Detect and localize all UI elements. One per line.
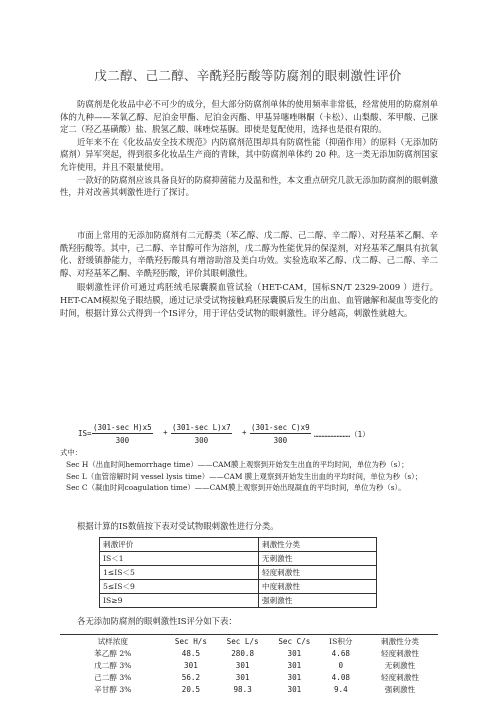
formula-denominator: 300 [115,436,130,445]
table-row [60,683,438,695]
table-cell: 无刺激性 [384,660,416,670]
table-cell: 4.68 [331,648,350,658]
table-cell: 280.8 [231,648,255,658]
table-row [100,580,377,594]
table-cell: 301 [235,660,250,670]
table-cell: 辛甘醇 3% [94,684,132,694]
table-row [60,647,438,659]
formula-numerator: (301-sec H)x5 [93,423,152,432]
formula-denominator: 300 [273,436,288,445]
table-cell: 己二醇 3% [94,672,132,682]
table-header-row [100,538,377,552]
table-intro-text: 根据计算的IS数值按下表对受试物眼刺激性进行分类。 [77,521,279,531]
formula-plus: + [163,428,168,437]
table-cell: 48.5 [181,648,201,658]
table-cell: 强刺激性 [259,594,377,608]
table-cell: 中度刺激性 [259,580,377,594]
results-table [60,634,438,695]
formula-numerator: (301-sec C)x9 [251,423,310,432]
table-header-row [60,635,438,648]
table-cell: 戊二醇 3% [94,660,132,670]
table-row [60,671,438,683]
table-cell: 301 [235,672,250,682]
definition-item: Sec C（凝血时间coagulation time）——CAM膜上观察到开始出现凝血的平均时间，单位为秒（s）。 [66,483,406,493]
table-intro [60,520,438,533]
table-row [100,566,377,580]
formula-numerator: (301-sec L)x7 [172,423,231,432]
table-cell: 20.5 [181,684,201,694]
paragraph: 近年来不在《化妆品安全技术规范》内防腐剂范围却具有防腐性能（抑菌作用）的原料（无添加防腐剂）异军突起，得到很多化妆品生产商的青睐，其中防腐剂单体约 20 种。这一类无添加防腐剂国家允许使用，并且不限量使用。 [60,136,438,172]
table-cell: 301 [287,660,302,670]
table-row [60,659,438,671]
table-row [100,552,377,566]
table-cell: 56.2 [181,672,201,682]
table-cell: 轻度刺激性 [259,566,377,580]
table-cell: IS≥9 [100,594,259,608]
table-header-cell: Sec L/s [216,635,269,648]
intro-section [60,98,438,199]
results-intro-text: 各无添加防腐剂的眼刺激性IS评分如下表： [77,616,237,626]
table-cell: 无刺激性 [259,552,377,566]
table-cell: 1≤IS＜5 [100,566,259,580]
table-cell: 5≤IS＜9 [100,580,259,594]
paragraph: 一款好的防腐剂应该具备良好的防腐抑菌能力及温和性，本文重点研究几款无添加防腐剂的眼刺激性，并对改善其刺激性进行了探讨。 [60,174,438,198]
formula-plus: + [242,428,247,437]
table-cell: 0 [338,660,344,670]
irritation-scale-table [99,537,377,608]
table-header-cell: 试样浓度 [60,635,166,648]
formula-lhs: IS= [78,429,92,438]
paragraph: 眼刺激性评价可通过鸡胚绒毛尿囊膜血管试验（HET-CAM，国标SN/T 2329-2009 ）进行。HET-CAM模拟兔子眼结膜，通过记录受试物接触鸡胚尿囊膜后发生的出血、血管融解和凝血等变化的时间，根据计算公式得到一个IS评分，用于评估受试物的眼刺激性。评分越高，刺激性就越大。 [60,282,438,318]
table-header-cell: 刺激性分类 [259,538,377,552]
paragraph: 市面上常用的无添加防腐剂有二元醇类（苯乙醇、戊二醇、己二醇、辛二醇）、对羟基苯乙酮、辛酰羟肟酸等。其中，己二醇、辛甘醇可作为溶剂，戊二醇为性能优异的保湿剂，对羟基苯乙酮具有抗氧化、舒缓镇静能力，辛酰羟肟酸具有增溶助溶及美白功效。实验选取苯乙醇、戊二醇、己二醇、辛二醇、对羟基苯乙酮、辛酰羟肟酸，评价其眼刺激性。 [60,230,438,278]
table-cell: 强刺激性 [384,684,416,694]
results-intro [60,615,438,628]
definitions-intro: 式中： [60,448,83,457]
table-cell: 301 [287,672,302,682]
table-cell: 轻度刺激性 [380,648,419,658]
table-header-cell: IS积分 [320,635,362,648]
table-row [100,594,377,608]
table-cell: 98.3 [233,684,252,694]
table-cell: 301 [287,684,302,694]
definition-item: Sec L（血管溶解时间 vessel lysis time）——CAM 膜上观察到开始发生出血的平均时间，单位为秒（s）； [66,471,423,481]
formula-number: ……………………（1） [314,430,370,439]
definition-item: Sec H（出血时间hemorrhage time）——CAM膜上观察到开始发生出血的平均时间，单位为秒（s）； [66,459,409,469]
table-header-cell: Sec H/s [166,635,217,648]
table-cell: 苯乙醇 2% [94,648,132,658]
paragraph: 防腐剂是化妆品中必不可少的成分，但大部分防腐剂单体的使用频率非常低，经常使用的防腐剂单体的九种——苯氧乙醇、尼泊金甲酯、尼泊金丙酯、甲基异噻唑啉酮（卡松）、山梨酸、苯甲酸、己脒定二（羟乙基磺酸）盐、脱氢乙酸、咪唑烷基脲。即使是复配使用，选择也是很有限的。 [60,99,438,135]
table-cell: 4.08 [331,672,350,682]
table-cell: 301 [184,660,198,670]
definitions-list [60,447,442,494]
table-cell: 301 [287,648,302,658]
table-header-cell: Sec C/s [269,635,320,648]
page-title: 戊二醇、己二醇、辛酰羟肟酸等防腐剂的眼刺激性评价 [94,68,402,83]
formula-denominator: 300 [194,436,209,445]
table-cell: 9.4 [333,684,348,694]
table-cell: 轻度刺激性 [380,672,419,682]
formula-term-l [171,423,232,445]
method-section [60,229,438,319]
formula-term-h [92,423,153,445]
table-cell: IS＜1 [100,552,259,566]
table-header-cell: 刺激评价 [100,538,259,552]
table-header-cell: 刺激性分类 [362,635,438,648]
formula-term-c [250,423,311,445]
